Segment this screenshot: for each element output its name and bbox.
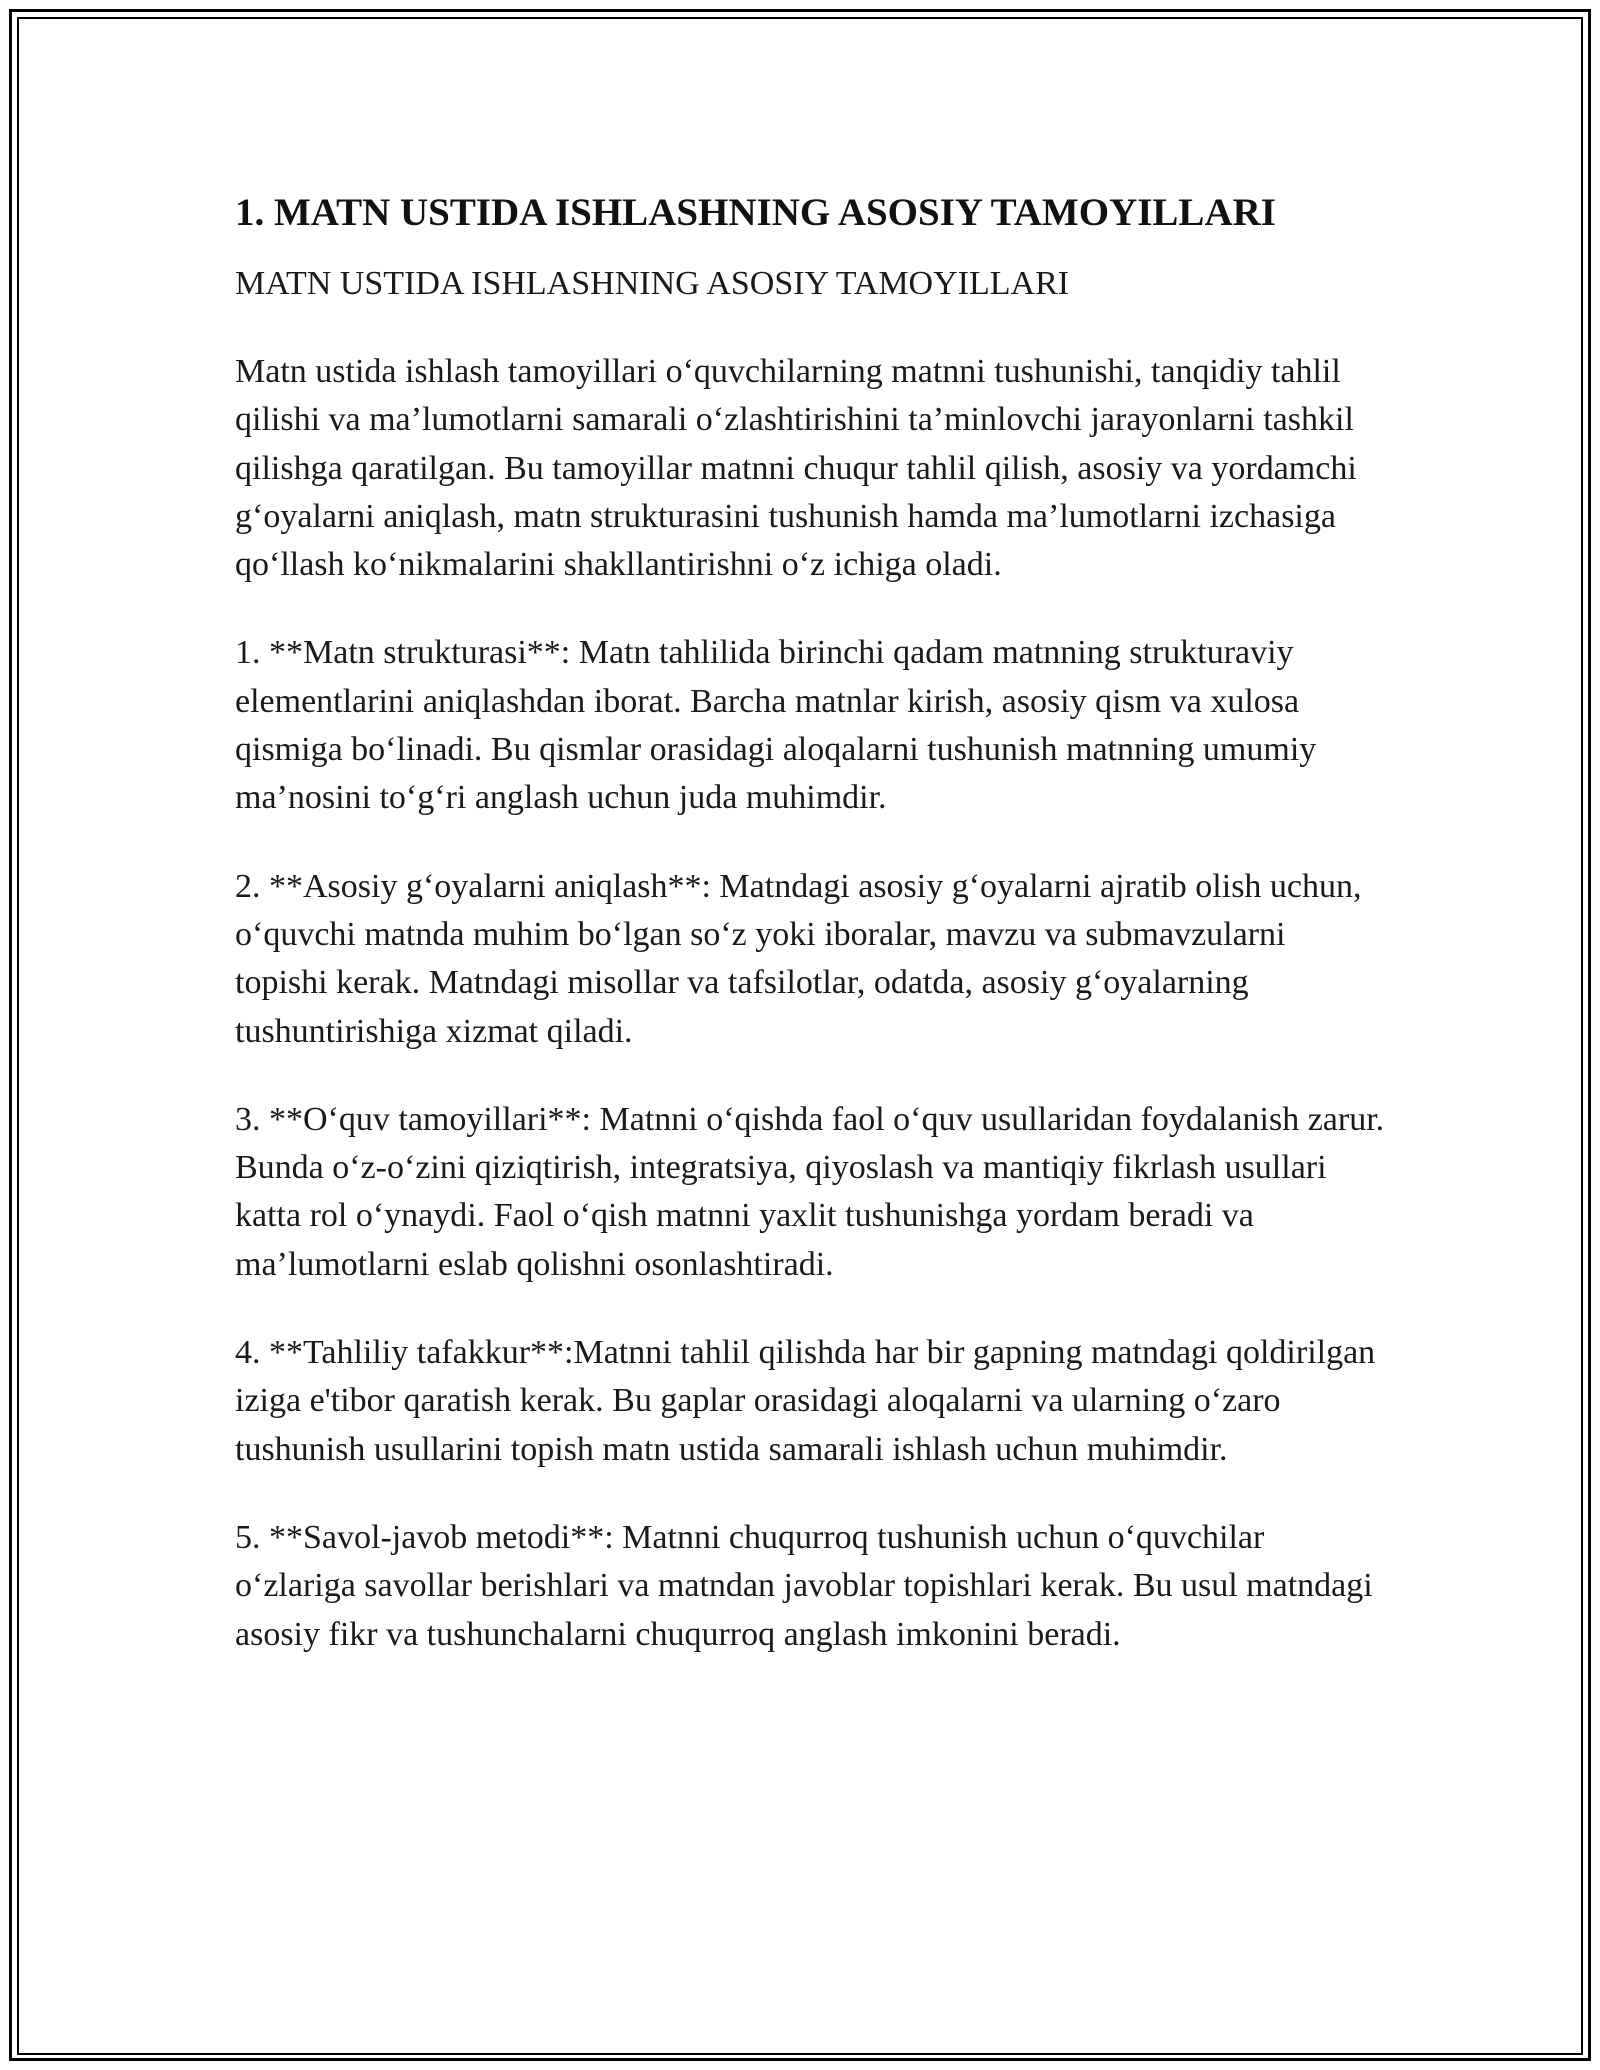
intro-paragraph: Matn ustida ishlash tamoyillari o‘quvchilarning matnni tushunishi, tanqidiy tahlil qilishi va ma’lumotlarni samarali o‘zlashtirishini ta’minlovchi jarayonlarni tashkil qilishga qaratilgan. Bu tamoyillar matnni chuqur tahlil qilish, asosiy va yordamchi g‘oyalarni aniqlash, matn strukturasini tushunish hamda ma’lumotlarni izchasiga qo‘llash ko‘nikmalarini shakllantirishni o‘z ichiga oladi. xyxy=(235,353,1357,584)
principle-item-1: 1. **Matn strukturasi**: Matn tahlilida birinchi qadam matnning strukturaviy elementlarini aniqlashdan iborat. Barcha matnlar kirish, asosiy qism va xulosa qismiga bo‘linadi. Bu qismlar orasidagi aloqalarni tushunish matnning umumiy ma’nosini to‘g‘ri anglash uchun juda muhimdir. xyxy=(235,634,1317,817)
principle-item-4: 4. **Tahliliy tafakkur**:Matnni tahlil qilishda har bir gapning matndagi qoldirilgan iziga e'tibor qaratish kerak. Bu gaplar orasidagi aloqalarni va ularning o‘zaro tushunish usullarini topish matn ustida samarali ishlash uchun muhimdir. xyxy=(235,1334,1376,1468)
principle-item-3: 3. **O‘quv tamoyillari**: Matnni o‘qishda faol o‘quv usullaridan foydalanish zarur. Bunda o‘z-o‘zini qiziqtirish, integratsiya, qiyoslash va mantiqiy fikrlash usullari katta rol o‘ynaydi. Faol o‘qish matnni yaxlit tushunishga yordam beradi va ma’lumotlarni eslab qolishni osonlashtiradi. xyxy=(235,1100,1385,1283)
page-title: 1. MATN USTIDA ISHLASHNING ASOSIY TAMOYILLARI xyxy=(235,191,1276,234)
section-subtitle: MATN USTIDA ISHLASHNING ASOSIY TAMOYILLARI xyxy=(235,265,1070,302)
principle-item-5: 5. **Savol-javob metodi**: Matnni chuqurroq tushunish uchun o‘quvchilar o‘zlariga savollar berishlari va matndan javoblar topishlari kerak. Bu usul matndagi asosiy fikr va tushunchalarni chuqurroq anglash imkonini beradi. xyxy=(235,1518,1373,1653)
document-body xyxy=(235,185,1385,1659)
principle-item-2: 2. **Asosiy g‘oyalarni aniqlash**: Matndagi asosiy g‘oyalarni ajratib olish uchun, o‘quvchi matnda muhim bo‘lgan so‘z yoki iboralar, mavzu va submavzularni topishi kerak. Matndagi misollar va tafsilotlar, odatda, asosiy g‘oyalarning tushuntirishiga xizmat qiladi. xyxy=(235,867,1362,1050)
